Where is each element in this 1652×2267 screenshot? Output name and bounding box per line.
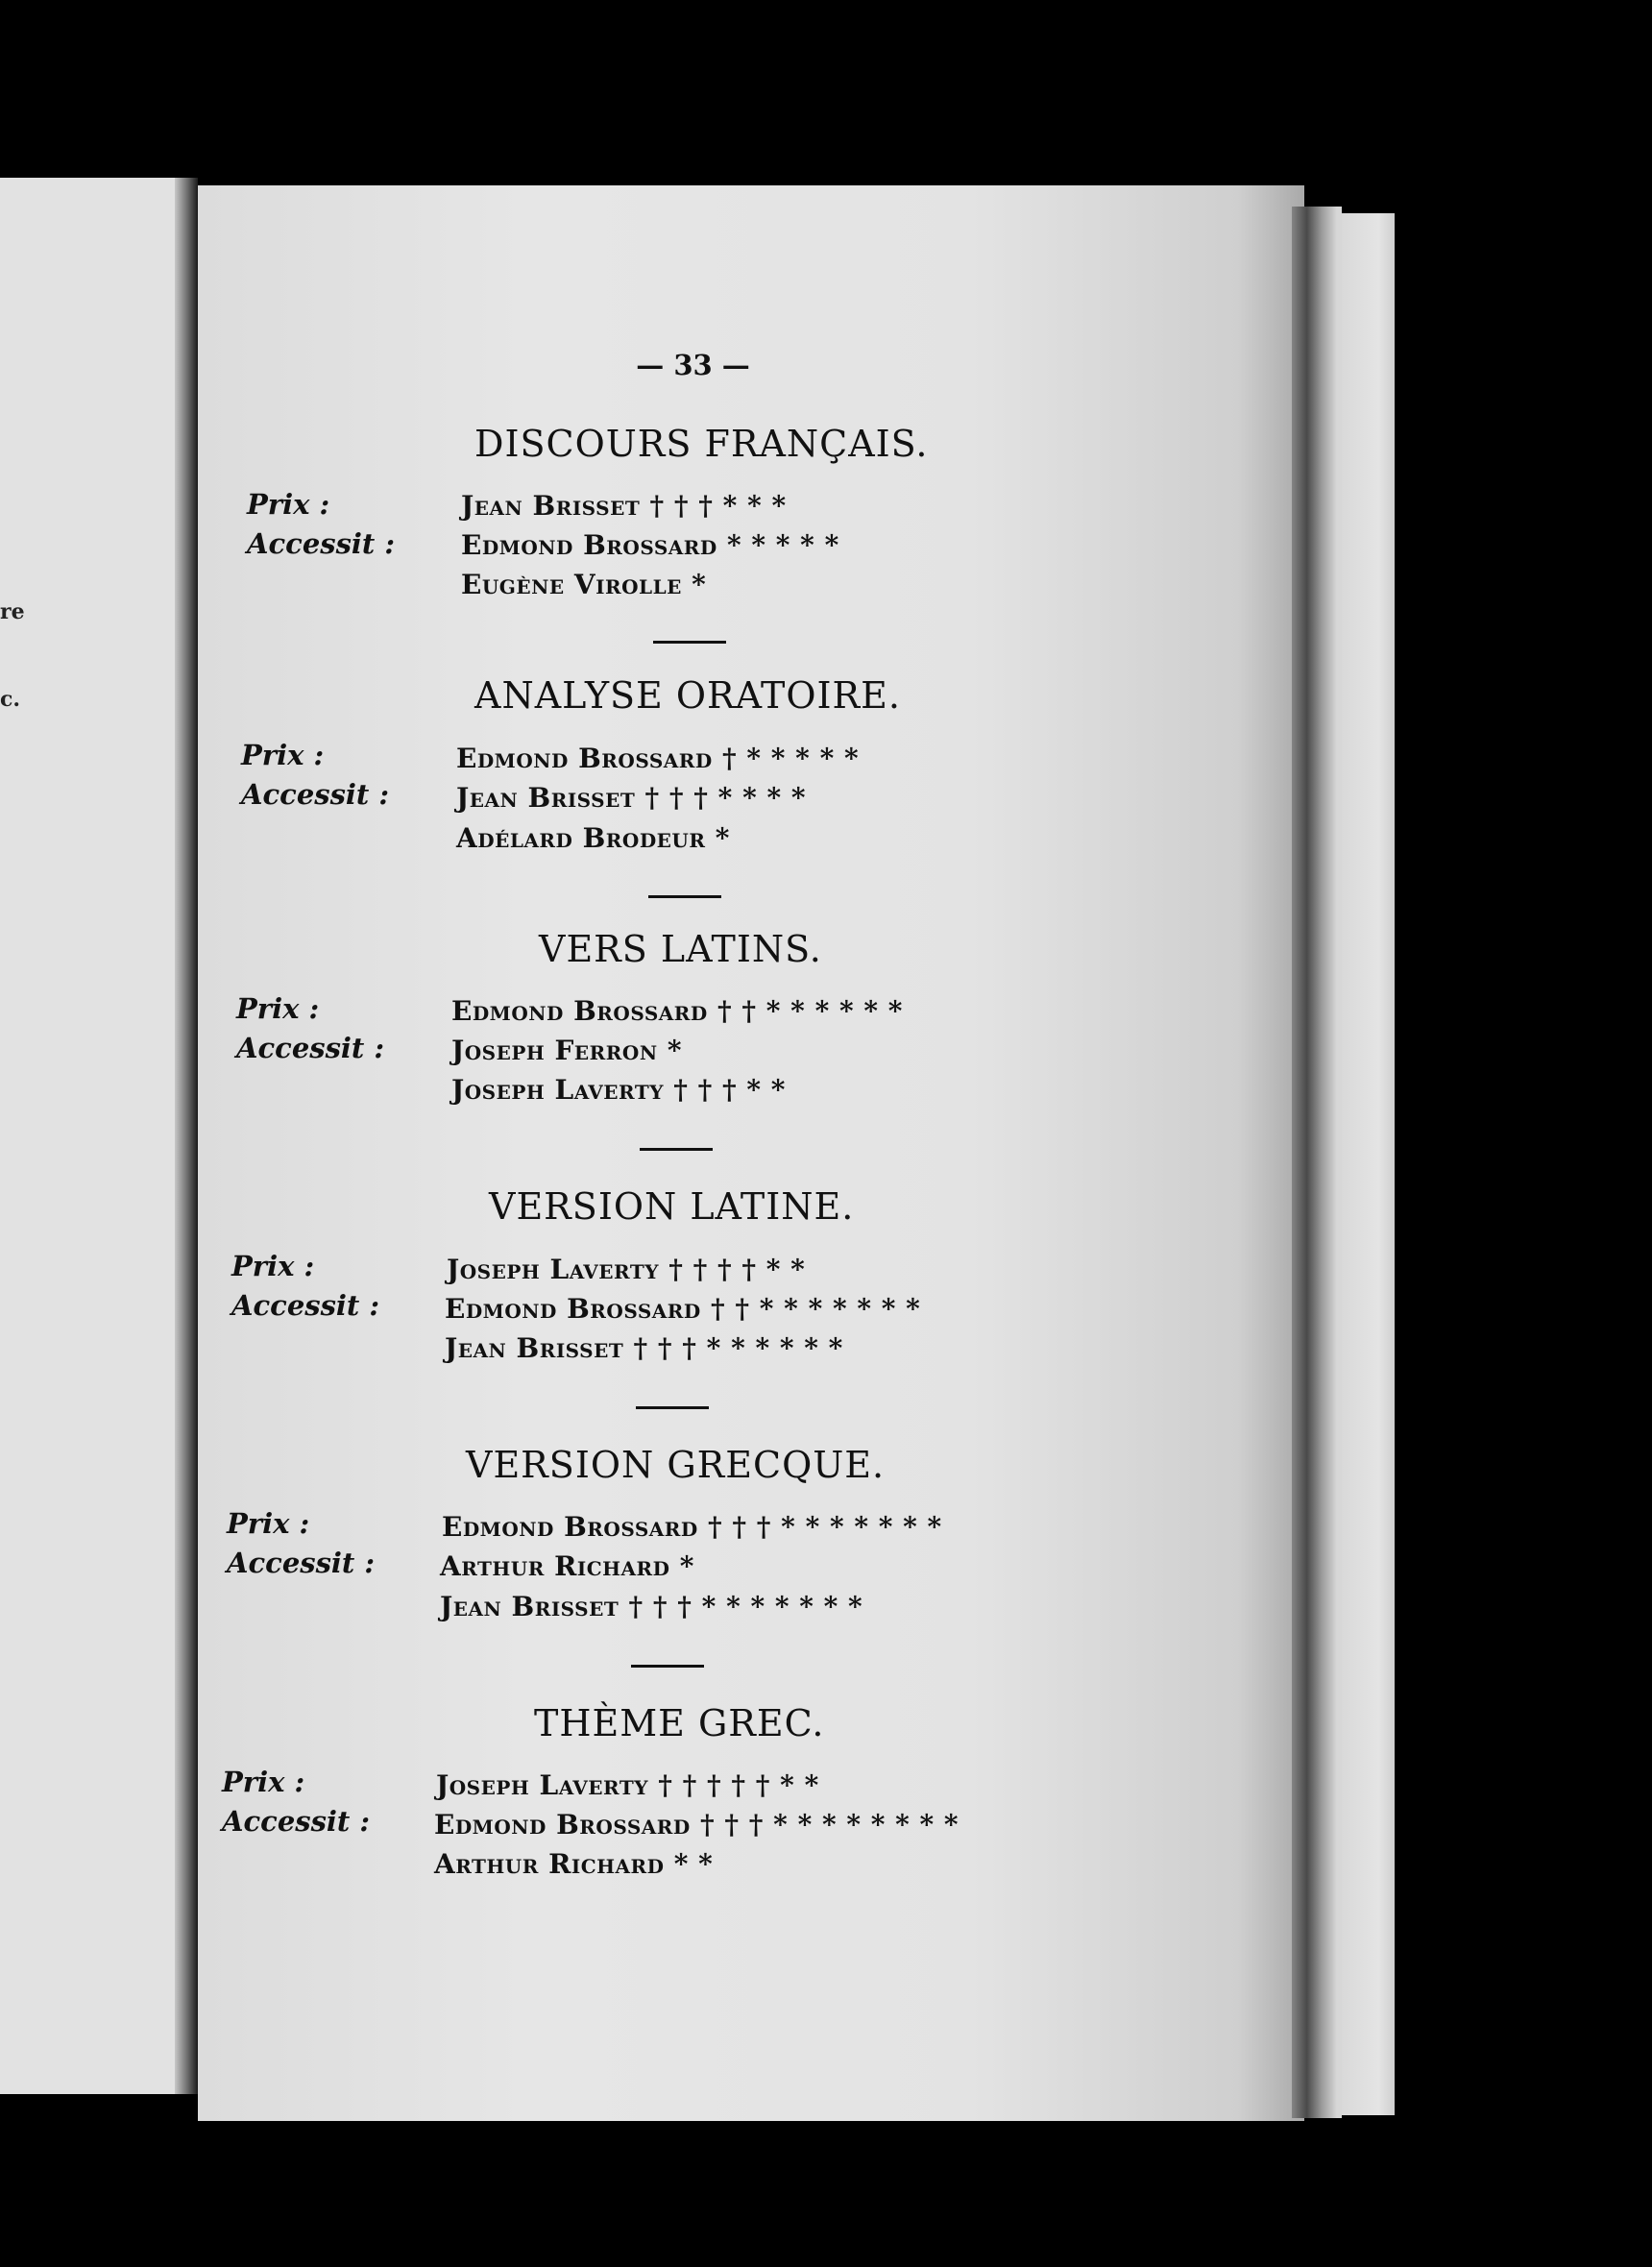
entry-name: Jean Brisset † † † * * * * * * * (440, 1591, 863, 1622)
section-divider (636, 1406, 709, 1409)
section-divider (648, 895, 721, 898)
entry-role: Accessit : (241, 778, 390, 811)
section-divider (653, 641, 726, 644)
entry-name: Edmond Brossard * * * * * (461, 529, 839, 561)
entry-role: Prix : (227, 1507, 310, 1540)
book-gutter (175, 178, 198, 2094)
section-title: DISCOURS FRANÇAIS. (474, 423, 929, 465)
entry-role: Prix : (247, 488, 330, 521)
entry-role: Accessit : (227, 1547, 376, 1579)
entry-name: Joseph Laverty † † † † † * * (436, 1769, 819, 1801)
entry-name: Joseph Ferron * (451, 1035, 682, 1066)
entry-name: Arthur Richard * * (434, 1848, 714, 1880)
entry-name: Edmond Brossard † † † * * * * * * * (442, 1511, 942, 1543)
left-page (0, 178, 184, 2094)
entry-name: Edmond Brossard † † * * * * * * (451, 995, 903, 1027)
entry-role: Accessit : (222, 1805, 371, 1838)
section-title: THÈME GREC. (534, 1702, 825, 1744)
entry-name: Joseph Laverty † † † * * (451, 1074, 786, 1106)
entry-role: Accessit : (231, 1289, 380, 1322)
left-page-fragment: c. (0, 687, 21, 712)
entry-name: Adélard Brodeur * (456, 822, 730, 854)
section-title: VERS LATINS. (539, 928, 822, 970)
entry-name: Jean Brisset † † † * * * * * * (445, 1332, 843, 1364)
entry-name: Edmond Brossard † † † * * * * * * * * (434, 1809, 960, 1840)
entry-role: Accessit : (247, 527, 396, 560)
entry-role: Prix : (236, 992, 320, 1025)
section-divider (631, 1665, 704, 1668)
left-page-fragment: re (0, 599, 25, 624)
entry-name: Edmond Brossard † † * * * * * * * (445, 1293, 921, 1325)
entry-name: Jean Brisset † † † * * * * (456, 782, 806, 814)
entry-name: Eugène Virolle * (461, 569, 707, 600)
section-title: VERSION GRECQUE. (466, 1444, 886, 1486)
entry-name: Jean Brisset † † † * * * (461, 490, 787, 522)
section-title: VERSION LATINE. (489, 1185, 855, 1228)
page-edge-shadow (1292, 207, 1342, 2118)
page-edge (1342, 213, 1395, 2115)
section-title: ANALYSE ORATOIRE. (474, 674, 901, 717)
entry-name: Arthur Richard * (440, 1550, 694, 1582)
page-number: — 33 — (636, 349, 750, 381)
entry-name: Edmond Brossard † * * * * * (456, 743, 860, 774)
entry-role: Prix : (231, 1250, 315, 1282)
entry-role: Prix : (241, 739, 325, 771)
entry-role: Prix : (222, 1766, 305, 1798)
entry-name: Joseph Laverty † † † † * * (447, 1254, 806, 1285)
entry-role: Accessit : (236, 1032, 385, 1064)
section-divider (640, 1148, 713, 1151)
